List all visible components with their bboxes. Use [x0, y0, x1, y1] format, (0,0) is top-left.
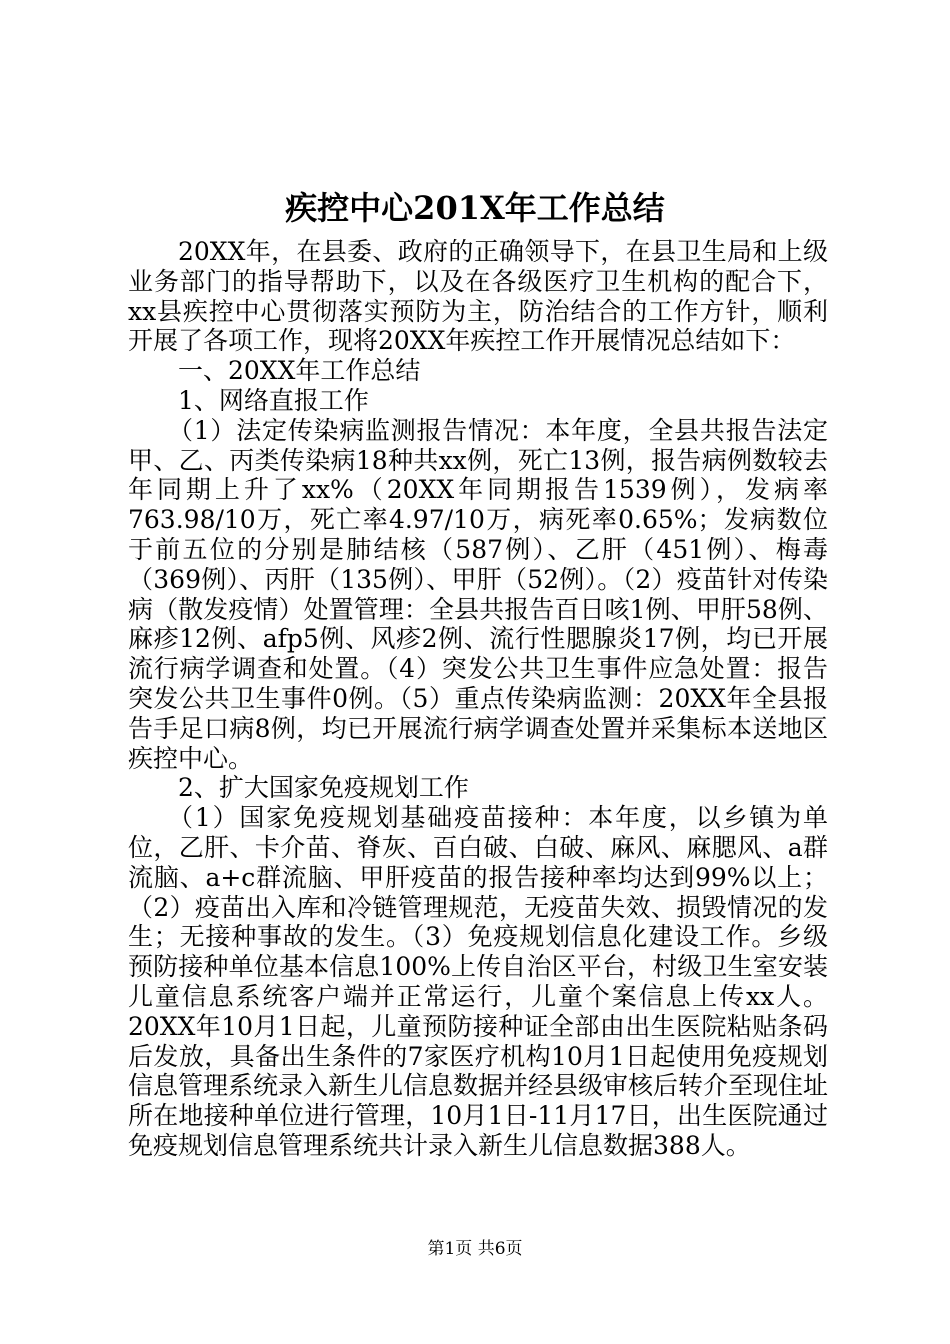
- document-body: [128, 237, 828, 1161]
- intro-paragraph: 20XX年，在县委、政府的正确领导下，在县卫生局和上级业务部门的指导帮助下，以及在各级医疗卫生机构的配合下，xx县疾控中心贯彻落实预防为主，防治结合的工作方针，顺利开展了各项工作，现将20XX年疾控工作开展情况总结如下：: [128, 237, 828, 356]
- page-number-footer: 第1页 共6页: [427, 1239, 523, 1259]
- network-reporting-paragraph: （1）法定传染病监测报告情况：本年度，全县共报告法定甲、乙、丙类传染病18种共xx例，死亡13例，报告病例数较去年同期上升了xx%（20XX年同期报告1539例），发病率763.98/10万，死亡率4.97/10万，病死率0.65%；发病数位于前五位的分别是肺结核（587例）、乙肝（451例）、梅毒（369例）、丙肝（135例）、甲肝（52例）。（2）疫苗针对传染病（散发疫情）处置管理：全县共报告百日咳1例、甲肝58例、麻疹12例、afp5例、风疹2例、流行性腮腺炎17例，均已开展流行病学调查和处置。（4）突发公共卫生事件应急处置：报告突发公共卫生事件0例。（5）重点传染病监测：20XX年全县报告手足口病8例，均已开展流行病学调查处置并采集标本送地区疾控中心。: [128, 415, 828, 773]
- subsection-heading-immunization: 2、扩大国家免疫规划工作: [178, 773, 469, 803]
- document-title: 疾控中心201X年工作总结: [285, 189, 665, 227]
- subsection-heading-network-reporting: 1、网络直报工作: [178, 385, 369, 415]
- section-heading: 一、20XX年工作总结: [178, 356, 421, 386]
- immunization-paragraph: （1）国家免疫规划基础疫苗接种：本年度，以乡镇为单位，乙肝、卡介苗、脊灰、百白破、白破、麻风、麻腮风、a群流脑、a+c群流脑、甲肝疫苗的报告接种率均达到99%以上；（2）疫苗出入库和冷链管理规范，无疫苗失效、损毁情况的发生；无接种事故的发生。（3）免疫规划信息化建设工作。乡级预防接种单位基本信息100%上传自治区平台，村级卫生室安装儿童信息系统客户端并正常运行，儿童个案信息上传xx人。20XX年10月1日起，儿童预防接种证全部由出生医院粘贴条码后发放，具备出生条件的7家医疗机构10月1日起使用免疫规划信息管理系统录入新生儿信息数据并经县级审核后转介至现住址所在地接种单位进行管理，10月1日-11月17日，出生医院通过免疫规划信息管理系统共计录入新生儿信息数据388人。: [128, 803, 829, 1160]
